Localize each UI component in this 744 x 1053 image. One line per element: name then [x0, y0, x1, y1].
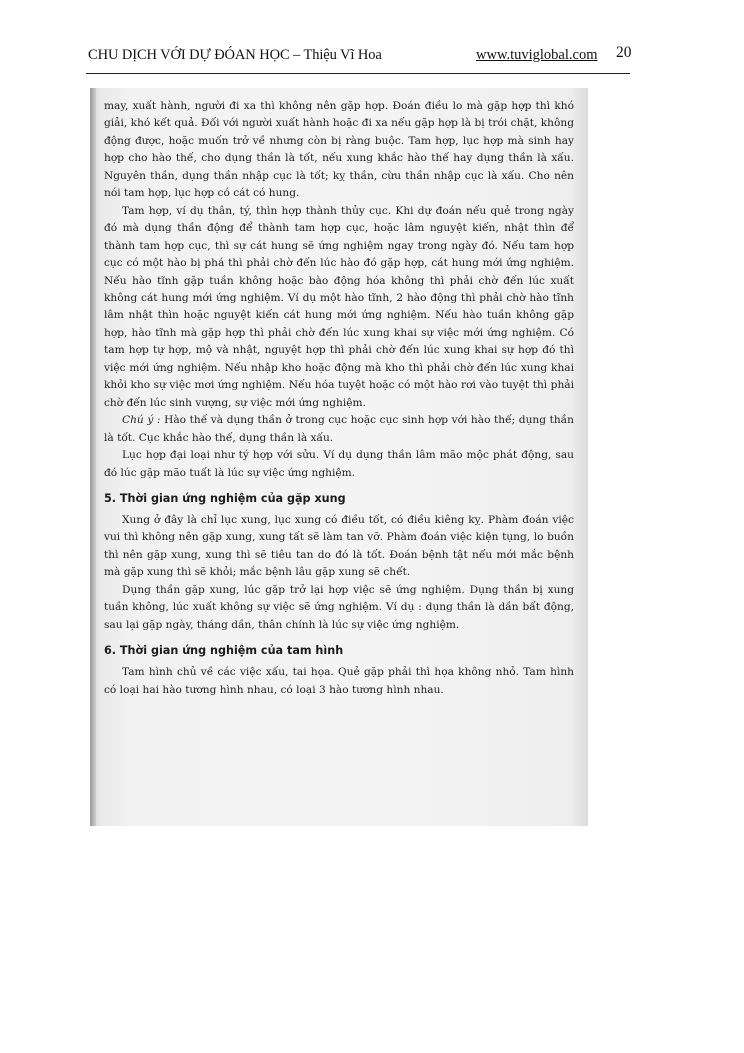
scan-binding-shadow — [90, 88, 96, 826]
paragraph-5: Xung ở đây là chỉ lục xung, lục xung có điều tốt, có điều kiêng kỵ. Phàm đoán việc vui thì không nên gặp xung, xung tất sẽ làm tan vỡ. Phàm đoán việc kiện tụng, lo buồn thì nên gặp xung, xung thì sẽ tiêu tan do đó là tốt. Đoán bệnh tật nếu mới mắc bệnh mà gặp xung thì sẽ khỏi; mắc bệnh lâu gặp xung sẽ chết. — [104, 513, 574, 579]
note-label: Chú ý : — [122, 414, 161, 427]
website-link[interactable]: www.tuviglobal.com — [476, 47, 598, 63]
book-title: CHU DỊCH VỚI DỰ ĐÓAN HỌC – Thiệu Vĩ Hoa — [88, 47, 382, 63]
section-heading-5: 5. Thời gian ứng nghiệm của gặp xung — [104, 491, 346, 505]
note-text: Hào thế và dụng thần ở trong cục hoặc cục sinh hợp với hào thế; dụng thần là tốt. Cục khắc hào thế, dụng thần là xấu. — [104, 414, 574, 444]
paragraph-1: may, xuất hành, người đi xa thì không nên gặp hợp. Đoán điều lo mà gặp hợp thì khó giải, khó kết quả. Đối với người xuất hành hoặc đi xa nếu gặp hợp là bị trói chặt, không động được, hoặc muốn trở về nhưng còn bị ràng buộc. Tam hợp, lục hợp mà sinh hay hợp cho hào thế, cho dụng thần là tốt, nếu xung khắc hào thế hay dụng thần là xấu. Nguyên thần, dụng thần nhập cục là tốt; kỵ thần, cừu thần nhập cục là xấu. Cho nên nói tam hợp, lục hợp có cát có hung. — [104, 100, 574, 200]
header-divider — [86, 73, 630, 74]
page-header — [84, 44, 630, 68]
paragraph-2: Tam hợp, ví dụ thân, tý, thìn hợp thành thủy cục. Khi dự đoán nếu quẻ trong ngày đó mà dụng thần động để thành tam hợp cục, hoặc lâm nguyệt kiến, nhật thìn để thành tam hợp cục, thì sự cát hung sẽ ứng nghiệm ngay trong ngày đó. Nếu tam hợp cục có một hào bị phá thì phải chờ đến lúc hào đó gặp hợp, cát hung mới ứng nghiệm. Nếu hào tĩnh gặp tuần không hoặc bào động hóa không thì phải chờ đến lúc xuất không cát hung mới ứng nghiệm. Ví dụ một hào tĩnh, 2 hào động thì phải chờ hào tĩnh lâm nhật thìn hoặc nguyệt kiến cát hung mới ứng nghiệm. Nếu hào tuần không gặp hợp, hào tĩnh mà gặp hợp thì phải chờ đến lúc xung khai sự việc mới ứng nghiệm. Có tam hợp tự hợp, mộ và nhật, nguyệt hợp thì phải chờ đến lúc xung khai sự hợp đó thì việc mới ứng nghiệm. Nếu nhập kho hoặc động mà kho thì phải chờ đến lúc xung khai khỏi kho sự việc mơi ứng nghiệm. Nếu hóa tuyệt hoặc có một hào rơi vào tuyệt thì phải chờ đến lúc sinh vượng, sự việc mới ứng nghiệm. — [104, 204, 574, 409]
section-heading-6: 6. Thời gian ứng nghiệm của tam hình — [104, 644, 344, 658]
paragraph-4: Lục hợp đại loại như tý hợp với sửu. Ví dụ dụng thần lâm mão mộc phát động, sau đó lúc gặp mão tuất là lúc sự việc ứng nghiệm. — [104, 449, 574, 479]
paragraph-7: Tam hình chủ về các việc xấu, tai họa. Quẻ gặp phải thì họa không nhỏ. Tam hình có loại hai hào tương hình nhau, có loại 3 hào tương hình nhau. — [104, 666, 574, 696]
page-number: 20 — [616, 44, 632, 61]
scanned-page-image — [90, 88, 588, 826]
paragraph-6: Dụng thần gặp xung, lúc gặp trở lại hợp việc sẽ ứng nghiệm. Dụng thần bị xung tuần không, lúc xuất không sự việc sẽ ứng nghiệm. Ví dụ : dụng thần là dần bất động, sau lại gặp ngày, tháng dần, thân chính là lúc sự việc ứng nghiệm. — [104, 583, 574, 631]
scanned-text-block — [104, 98, 574, 699]
note-paragraph — [104, 412, 574, 447]
